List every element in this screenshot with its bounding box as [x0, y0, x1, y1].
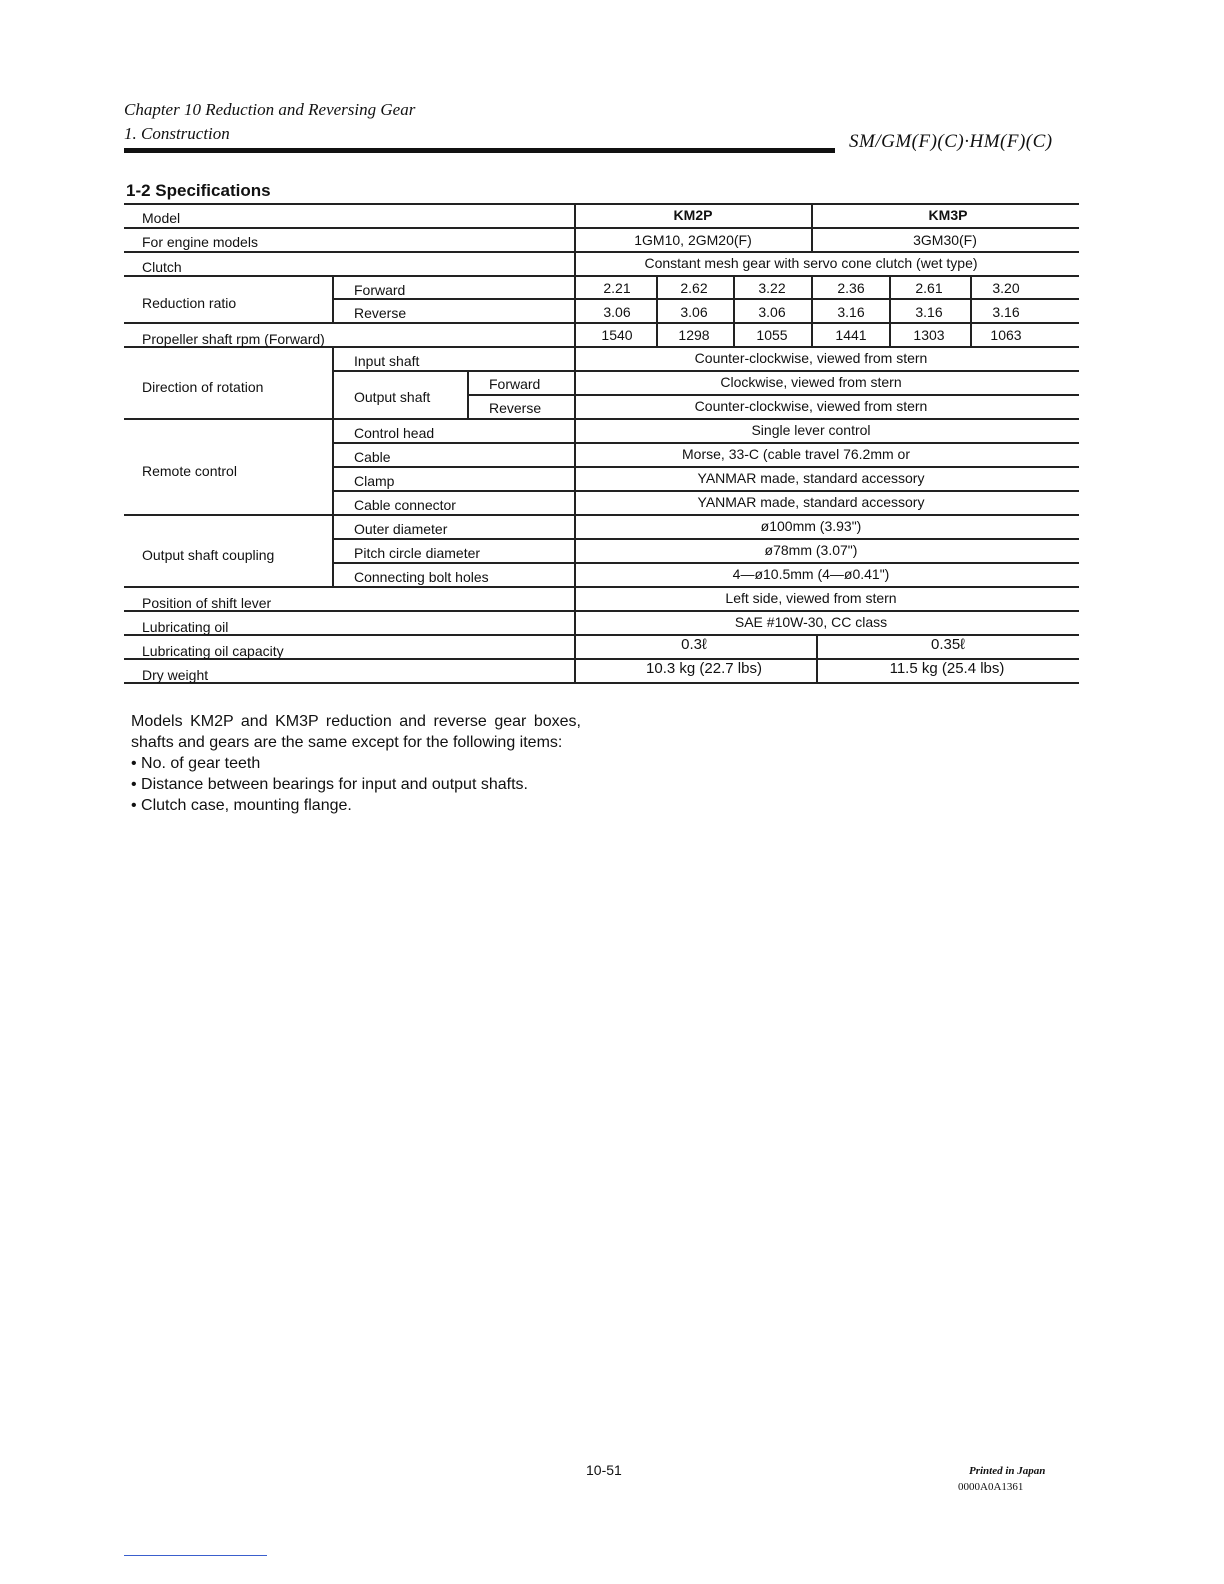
- ratio-reverse: 3.16: [837, 304, 865, 320]
- label-shift-lever: Position of shift lever: [142, 595, 272, 611]
- ratio-reverse: 3.16: [915, 304, 943, 320]
- lubricating-oil-value: SAE #10W-30, CC class: [734, 614, 888, 630]
- table-rule: [574, 203, 576, 682]
- output-reverse-value: Counter-clockwise, viewed from stern: [694, 398, 928, 414]
- table-rule: [124, 251, 1079, 253]
- label-cable: Cable: [354, 449, 391, 465]
- table-rule: [124, 682, 1079, 684]
- notes-paragraph: Models KM2P and KM3P reduction and reverse gear boxes, shafts and gears are the same except for the following items:: [131, 713, 581, 751]
- rpm-value: 1298: [678, 327, 710, 343]
- rpm-value: 1063: [990, 327, 1022, 343]
- label-clamp: Clamp: [354, 473, 395, 489]
- chapter-title: Chapter 10 Reduction and Reversing Gear: [124, 100, 416, 119]
- connector-value: YANMAR made, standard accessory: [697, 494, 925, 510]
- table-rule: [124, 275, 1079, 277]
- label-output-reverse: Reverse: [489, 400, 542, 416]
- control-head-value: Single lever control: [751, 422, 871, 438]
- rpm-value: 1055: [756, 327, 788, 343]
- ratio-forward: 2.36: [837, 280, 865, 296]
- ratio-forward: 3.20: [992, 280, 1020, 296]
- ratio-forward: 2.21: [603, 280, 631, 296]
- table-rule: [332, 490, 1079, 492]
- print-code: 0000A0A1361: [958, 1481, 1024, 1493]
- table-rule: [889, 275, 891, 346]
- table-rule: [124, 418, 1079, 420]
- table-rule: [124, 227, 1079, 229]
- table-rule: [332, 275, 334, 322]
- engine-km3p: 3GM30(F): [913, 232, 977, 248]
- table-rule: [124, 203, 1079, 205]
- pitch-circle-value: ø78mm (3.07"): [764, 542, 858, 558]
- notes-list: [131, 753, 581, 816]
- cable-value: Morse, 33-C (cable travel 76.2mm or: [682, 446, 910, 462]
- table-rule: [811, 275, 813, 346]
- table-rule: [332, 562, 1079, 564]
- label-model: Model: [142, 210, 181, 226]
- footnote-rule: [124, 1555, 267, 1556]
- table-rule: [467, 370, 469, 418]
- label-pitch-circle: Pitch circle diameter: [354, 545, 481, 561]
- list-item: • Distance between bearings for input and output shafts.: [131, 776, 528, 793]
- dry-weight-km2p: 10.3 kg (22.7 lbs): [646, 660, 762, 677]
- table-rule: [811, 203, 813, 251]
- label-forward: Forward: [354, 282, 406, 298]
- label-bolt-holes: Connecting bolt holes: [354, 569, 489, 585]
- label-propeller-rpm: Propeller shaft rpm (Forward): [142, 331, 325, 347]
- model-km2p: KM2P: [673, 207, 713, 223]
- page-number: 10-51: [586, 1462, 622, 1478]
- oil-capacity-km3p: 0.35ℓ: [930, 636, 966, 653]
- ratio-reverse: 3.06: [603, 304, 631, 320]
- list-item: • Clutch case, mounting flange.: [131, 797, 352, 814]
- label-engine-models: For engine models: [142, 234, 258, 250]
- label-input-shaft: Input shaft: [354, 353, 420, 369]
- label-lubricating-oil: Lubricating oil: [142, 619, 229, 635]
- dry-weight-km3p: 11.5 kg (25.4 lbs): [889, 660, 1005, 677]
- label-clutch: Clutch: [142, 259, 182, 275]
- rpm-value: 1540: [601, 327, 633, 343]
- model-km3p: KM3P: [928, 207, 968, 223]
- output-forward-value: Clockwise, viewed from stern: [720, 374, 902, 390]
- table-rule: [124, 586, 1079, 588]
- ratio-forward: 2.62: [680, 280, 708, 296]
- shift-lever-value: Left side, viewed from stern: [725, 590, 897, 606]
- table-rule: [970, 275, 972, 346]
- ratio-forward: 3.22: [758, 280, 786, 296]
- ratio-reverse: 3.16: [992, 304, 1020, 320]
- section-title-header: 1. Construction: [124, 124, 230, 143]
- label-output-coupling: Output shaft coupling: [142, 547, 275, 563]
- clutch-value: Constant mesh gear with servo cone clutch (wet type): [644, 255, 978, 271]
- printed-in: Printed in Japan: [969, 1465, 1046, 1477]
- label-cable-connector: Cable connector: [354, 497, 456, 513]
- specifications-table: [0, 0, 1224, 700]
- clamp-value: YANMAR made, standard accessory: [697, 470, 925, 486]
- table-rule: [816, 634, 818, 682]
- input-shaft-value: Counter-clockwise, viewed from stern: [694, 350, 928, 366]
- model-range: SM/GM(F)(C)·HM(F)(C): [849, 131, 1053, 152]
- label-oil-capacity: Lubricating oil capacity: [142, 643, 284, 659]
- label-remote-control: Remote control: [142, 463, 237, 479]
- rpm-value: 1303: [913, 327, 945, 343]
- table-rule: [332, 442, 1079, 444]
- ratio-reverse: 3.06: [680, 304, 708, 320]
- bolt-holes-value: 4—ø10.5mm (4—ø0.41"): [732, 566, 890, 582]
- table-rule: [332, 514, 334, 586]
- table-rule: [332, 466, 1079, 468]
- table-rule: [332, 370, 1079, 372]
- label-dry-weight: Dry weight: [142, 667, 209, 683]
- notes-body: [131, 711, 581, 816]
- engine-km2p: 1GM10, 2GM20(F): [634, 232, 752, 248]
- ratio-reverse: 3.06: [758, 304, 786, 320]
- label-output-forward: Forward: [489, 376, 541, 392]
- table-rule: [332, 346, 334, 418]
- specifications-heading: 1-2 Specifications: [126, 181, 271, 200]
- label-control-head: Control head: [354, 425, 435, 441]
- table-rule: [467, 394, 1079, 396]
- label-reverse: Reverse: [354, 305, 407, 321]
- list-item: • No. of gear teeth: [131, 755, 261, 772]
- table-rule: [332, 298, 1079, 300]
- table-rule: [124, 322, 1079, 324]
- label-direction-rotation: Direction of rotation: [142, 379, 264, 395]
- table-rule: [733, 275, 735, 346]
- oil-capacity-km2p: 0.3ℓ: [681, 636, 707, 653]
- table-rule: [332, 538, 1079, 540]
- table-rule: [656, 275, 658, 346]
- table-rule: [332, 418, 334, 514]
- label-reduction-ratio: Reduction ratio: [142, 295, 237, 311]
- label-outer-diameter: Outer diameter: [354, 521, 448, 537]
- outer-diameter-value: ø100mm (3.93"): [760, 518, 862, 534]
- rpm-value: 1441: [835, 327, 867, 343]
- label-output-shaft: Output shaft: [354, 389, 431, 405]
- table-rule: [124, 514, 1079, 516]
- ratio-forward: 2.61: [915, 280, 943, 296]
